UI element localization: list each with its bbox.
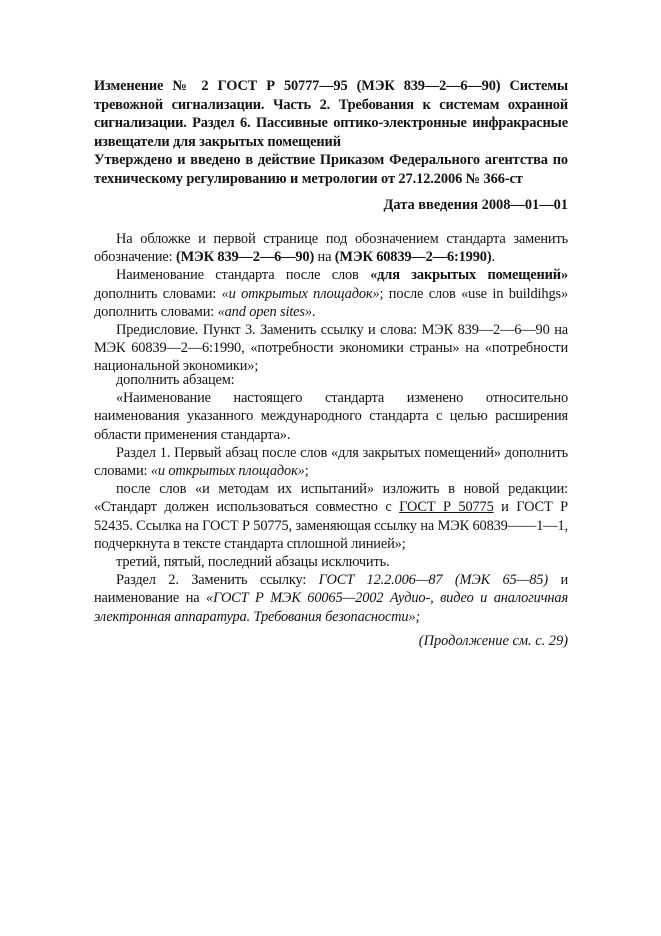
paragraph-new-wording	[94, 480, 568, 553]
quoted-phrase-italic: «и открытых площадок»	[150, 463, 305, 480]
text-run: дополнить словами:	[94, 285, 222, 302]
paragraph-section-1	[94, 444, 568, 480]
paragraph-standard-name	[94, 266, 568, 321]
effective-date: Дата введения 2008—01—01	[383, 197, 568, 213]
reference-italic: ГОСТ 12.2.006—87 (МЭК 65—85)	[318, 572, 548, 589]
text-run: На обложке и первой странице под обозначением стандарта заменить обозначение:	[94, 231, 568, 266]
text-run: Наименование стандарта после слов	[116, 267, 371, 284]
quoted-phrase-bold: «для закрытых помещений»	[370, 267, 568, 284]
amendment-body-part-1	[94, 230, 568, 376]
text-run: после слов «и методам их испытаний» изложить в новой редакции: «Стандарт должен использоваться совместно с	[94, 481, 568, 516]
reference-italic: «ГОСТ Р МЭК 60065—2002 Аудио-, видео и аналогичная электронная аппаратура. Требования безопасности»;	[94, 590, 568, 625]
text-run: Раздел 1. Первый абзац после слов «для закрытых помещений» дополнить словами:	[94, 444, 568, 480]
paragraph-foreword: Предисловие. Пункт 3. Заменить ссылку и слова: МЭК 839—2—6—90 на МЭК 60839—2—6:1990, «потребности экономики страны» на «потребности национальной экономики»;	[94, 322, 568, 375]
approval-statement: Утверждено и введено в действие Приказом Федерального агентства по техническому регулированию и метрологии от 27.12.2006 № 366-ст	[94, 152, 568, 187]
paragraph-section-2	[94, 571, 568, 626]
text-run: .	[311, 303, 316, 320]
paragraph-add-clause: дополнить абзацем:	[116, 372, 235, 388]
text-run: и наименование на	[94, 572, 568, 607]
text-run: и ГОСТ Р 52435. Ссылка на ГОСТ Р 50775, заменяющая ссылку на МЭК 60839——1—1, подчеркнута в тексте стандарта сплошной линией»;	[94, 499, 568, 552]
amendment-body-part-2	[94, 371, 568, 626]
text-run: ; после слов «use in buildihgs» дополнить словами:	[94, 285, 568, 320]
paragraph-remove-clauses: третий, пятый, последний абзацы исключить.	[116, 554, 390, 571]
paragraph-quoted-clause: «Наименование настоящего стандарта изменено относительно наименования указанного международного стандарта с целью расширения области применения стандарта».	[94, 390, 568, 443]
continuation-note: (Продолжение см. с. 29)	[418, 633, 568, 649]
text-run: Раздел 2. Заменить ссылку:	[116, 572, 319, 589]
text-run: ;	[304, 463, 309, 480]
old-designation: (МЭК 839—2—6—90)	[175, 249, 315, 266]
quoted-phrase-italic: «and open sites»	[217, 303, 312, 320]
amendment-title: Изменение № 2 ГОСТ Р 50777—95 (МЭК 839—2—6—90) Системы тревожной сигнализации. Часть 2. Требования к системам охранной сигнализации. Раздел 6. Пассивные оптико-электронные инфракрасные извещатели для закрытых помещений	[94, 78, 568, 150]
quoted-phrase-italic: «и открытых площадок»	[221, 285, 380, 302]
text-run: .	[491, 249, 495, 266]
text-run: на	[314, 249, 335, 266]
underlined-reference: ГОСТ Р 50775	[399, 499, 494, 516]
new-designation: (МЭК 60839—2—6:1990)	[334, 249, 492, 266]
paragraph-cover-designation	[94, 230, 568, 266]
